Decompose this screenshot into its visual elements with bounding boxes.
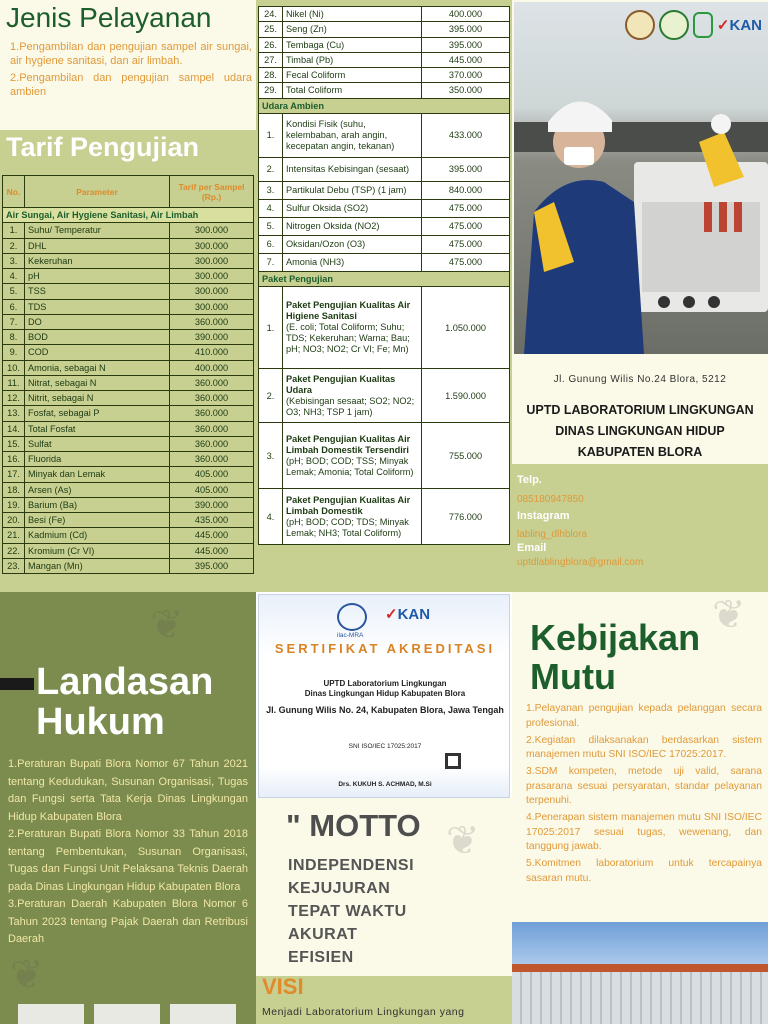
row-price: 300.000 [170,269,254,284]
row-number: 16. [3,452,25,467]
address: Jl. Gunung Wilis No.24 Blora, 5212 [553,374,727,385]
panel-kebijakan [512,592,768,1024]
table-row [3,269,254,284]
thumbnail [94,1004,160,1024]
landasan-item: 1.Peraturan Bupati Blora Nomor 67 Tahun 2021 tentang Kedudukan, Susunan Organisasi, Tugas dan Fungsi serta Tata Kerja Dinas Lingkungan Hidup Kabupaten Blora [8,758,248,823]
row-parameter: Intensitas Kebisingan (sesaat) [283,157,422,181]
tarif-table [2,175,254,574]
row-number: 11. [3,375,25,390]
row-parameter: Besi (Fe) [25,513,170,528]
kebijakan-item: 3.SDM kompeten, metode uji valid, sarana prasarana sesuai persyaratan, standar pelayanan terpenuhi. [526,766,762,806]
row-number: 8. [3,330,25,345]
row-number: 1. [259,287,283,369]
motto-item: AKURAT [288,926,358,943]
table-row [3,299,254,314]
visi-text: Menjadi Laboratorium Lingkungan yang [262,1006,465,1018]
contact-box [512,464,768,592]
jenis-list [10,40,252,102]
row-number: 6. [259,235,283,253]
row-price: 360.000 [170,436,254,451]
table-row [259,113,510,157]
kebijakan-list [526,702,762,889]
row-parameter: Timbal (Pb) [283,52,422,67]
table-row [3,345,254,360]
kebijakan-item: 2.Kegiatan dilaksanakan berdasarkan sistem manajemen mutu SNI ISO/IEC 17025:2017. [526,734,762,760]
kebijakan-item: 4.Penerapan sistem manajemen mutu SNI ISO/IEC 17025:2017 sesuai tugas, wewenang, dan tanggung jawab. [526,812,762,852]
table-row [259,217,510,235]
table-row [3,360,254,375]
table-row [3,406,254,421]
row-parameter: Amonia, sebagai N [25,360,170,375]
package-row [259,489,510,545]
row-parameter: Kekeruhan [25,253,170,268]
row-price: 433.000 [422,113,510,157]
row-price: 360.000 [170,375,254,390]
package-detail: (pH; BOD; COD; TDS; Minyak Lemak; NH3; Total Coliform) [286,516,409,538]
landasan-list [8,756,248,949]
table-row [259,199,510,217]
row-price: 300.000 [170,223,254,238]
table-row [3,543,254,558]
table-row [259,52,510,67]
section-air: Air Sungai, Air Hygiene Sanitasi, Air Limbah [3,208,254,223]
row-price: 475.000 [422,253,510,271]
blora-logo [625,10,655,40]
row-parameter: Total Coliform [283,83,422,98]
email-label: Email [517,542,547,554]
motto-item: KEJUJURAN [288,880,391,897]
row-price: 395.000 [422,37,510,52]
row-number: 5. [259,217,283,235]
row-number: 29. [259,83,283,98]
instagram-value[interactable]: labling_dlhblora [517,529,588,540]
motto-section [256,798,512,984]
package-desc [283,489,422,545]
row-number: 28. [259,68,283,83]
row-number: 14. [3,421,25,436]
table-row [3,467,254,482]
logo-row [625,10,762,40]
motto-item: EFISIEN [288,949,354,966]
cert-dept: Dinas Lingkungan Hidup Kabupaten Blora [304,689,466,698]
row-number: 10. [3,360,25,375]
row-parameter: Nitrit, sebagai N [25,391,170,406]
row-parameter: Seng (Zn) [283,22,422,37]
building-roof [512,964,768,972]
tarif-table-2 [258,6,510,545]
row-parameter: TDS [25,299,170,314]
row-parameter: Fecal Coliform [283,68,422,83]
row-parameter: pH [25,269,170,284]
motto-item: INDEPENDENSI [288,857,415,874]
row-number: 3. [259,423,283,489]
row-parameter: Nitrogen Oksida (NO2) [283,217,422,235]
table-row [3,375,254,390]
row-number: 17. [3,467,25,482]
row-number: 21. [3,528,25,543]
table-row [3,436,254,451]
tarif-title: Tarif Pengujian [6,132,200,162]
row-number: 3. [259,181,283,199]
table-row [3,558,254,573]
package-name: Paket Pengujian Kualitas Udara [286,373,396,395]
leaf-decoration-icon: ❦ [446,819,480,863]
row-number: 19. [3,497,25,512]
col-price: Tarif per Sampel (Rp.) [170,176,254,208]
section-paket: Paket Pengujian [259,271,510,286]
table-row [3,513,254,528]
qr-code [445,753,461,769]
motto-list [288,854,414,969]
row-parameter: Mangan (Mn) [25,558,170,573]
row-price: 300.000 [170,284,254,299]
col-param: Parameter [25,176,170,208]
row-price: 360.000 [170,406,254,421]
row-number: 1. [3,223,25,238]
row-parameter: Oksidan/Ozon (O3) [283,235,422,253]
table-row [3,421,254,436]
row-price: 405.000 [170,467,254,482]
visi-section [256,976,512,1024]
ilac-logo-text: ilac-MRA [337,632,364,639]
table-row [3,330,254,345]
row-price: 300.000 [170,238,254,253]
row-price: 395.000 [170,558,254,573]
row-number: 26. [259,37,283,52]
table-row [3,482,254,497]
table-row [259,83,510,98]
row-price: 445.000 [170,543,254,558]
row-price: 1.590.000 [422,369,510,423]
landasan-item: 3.Peraturan Daerah Kabupaten Blora Nomor 6 Tahun 2023 tentang Pajak Daerah dan Retribusi Daerah [8,898,248,945]
cert-title: SERTIFIKAT AKREDITASI [274,641,496,656]
motto-item: TEPAT WAKTU [288,903,407,920]
table-row [3,223,254,238]
jenis-title: Jenis Pelayanan [6,2,212,33]
row-price: 370.000 [422,68,510,83]
row-price: 300.000 [170,253,254,268]
row-price: 300.000 [170,299,254,314]
table-row [3,497,254,512]
package-desc [283,287,422,369]
table-row [259,157,510,181]
panel-cert-motto [256,592,512,1024]
table-row [3,238,254,253]
row-parameter: Kondisi Fisik (suhu, kelembaban, arah angin, kecepatan angin, tekanan) [283,113,422,157]
kebijakan-item: 5.Komitmen laboratorium untuk tercapainya sasaran mutu. [526,858,762,884]
row-price: 475.000 [422,235,510,253]
row-number: 4. [3,269,25,284]
row-parameter: Sulfat [25,436,170,451]
row-price: 755.000 [422,423,510,489]
building-wall [512,972,768,1024]
email-value[interactable]: uptdlablingblora@gmail.com [517,557,644,568]
landasan-title: Landasan Hukum [36,661,214,743]
row-price: 390.000 [170,497,254,512]
row-number: 4. [259,199,283,217]
panel-tarif-cont [256,0,512,592]
row-parameter: Fosfat, sebagai P [25,406,170,421]
row-price: 475.000 [422,217,510,235]
panel-contact [512,0,768,592]
row-number: 9. [3,345,25,360]
row-parameter: Kadmium (Cd) [25,528,170,543]
row-number: 3. [3,253,25,268]
leaf-decoration-icon: ❦ [712,593,746,637]
row-price: 475.000 [422,199,510,217]
row-number: 7. [259,253,283,271]
row-parameter: Amonia (NH3) [283,253,422,271]
row-price: 395.000 [422,22,510,37]
row-parameter: COD [25,345,170,360]
row-price: 360.000 [170,421,254,436]
row-number: 2. [259,157,283,181]
jenis-item: 2.Pengambilan dan pengujian sampel udara ambien [10,72,252,98]
package-desc [283,369,422,423]
panel-landasan [0,592,256,1024]
table-row [259,7,510,22]
row-number: 2. [3,238,25,253]
kan-logo: ✓KAN [716,17,762,34]
panel-jenis-tarif [0,0,256,592]
table-row [3,284,254,299]
row-number: 20. [3,513,25,528]
row-parameter: Partikulat Debu (TSP) (1 jam) [283,181,422,199]
building-photo [512,922,768,1024]
jenis-item: 1.Pengambilan dan pengujian sampel air sungai, air hygiene sanitasi, dan air limbah. [10,41,252,67]
package-detail: (E. coli; Total Coliform; Suhu; TDS; Kekeruhan; Warna; Bau; pH; NO3; NO2; Cr VI; Fe; Mn) [286,322,410,354]
row-price: 360.000 [170,391,254,406]
row-parameter: DO [25,314,170,329]
row-parameter: Kromium (Cr VI) [25,543,170,558]
leaf-decoration-icon: ❦ [150,603,184,647]
row-parameter: DHL [25,238,170,253]
row-price: 445.000 [422,52,510,67]
table-row [259,22,510,37]
kebijakan-title: Kebijakan Mutu [530,617,701,697]
ilac-logo [337,603,367,631]
row-price: 435.000 [170,513,254,528]
thumbnail [170,1004,236,1024]
row-parameter: Nitrat, sebagai N [25,375,170,390]
row-parameter: Suhu/ Temperatur [25,223,170,238]
section-udara: Udara Ambien [259,98,510,113]
table-row [259,235,510,253]
table-row [3,452,254,467]
row-number: 18. [3,482,25,497]
row-parameter: Nikel (Ni) [283,7,422,22]
visi-title: VISI [262,974,304,999]
certificate [258,594,510,798]
jenis-box [0,0,256,130]
row-parameter: BOD [25,330,170,345]
row-number: 25. [259,22,283,37]
row-number: 12. [3,391,25,406]
package-name: Paket Pengujian Kualitas Air Higiene Sanitasi [286,300,411,321]
table-row [3,314,254,329]
table-row [3,528,254,543]
row-number: 6. [3,299,25,314]
col-no: No. [3,176,25,208]
cert-standard: SNI ISO/IEC 17025:2017 [348,743,422,750]
instagram-label: Instagram [517,510,570,522]
row-number: 27. [259,52,283,67]
motto-title: " MOTTO [286,808,421,843]
cert-signer: Drs. KUKUH S. ACHMAD, M.Si [338,781,432,788]
package-row [259,423,510,489]
row-number: 2. [259,369,283,423]
row-parameter: Tembaga (Cu) [283,37,422,52]
row-price: 395.000 [422,157,510,181]
thumbnail [18,1004,84,1024]
lab-photo-illustration [514,2,768,354]
row-price: 360.000 [170,314,254,329]
package-name: Paket Pengujian Kualitas Air Limbah Domestik Tersendiri [286,433,411,455]
row-number: 7. [3,314,25,329]
row-number: 24. [259,7,283,22]
row-price: 400.000 [170,360,254,375]
package-name: Paket Pengujian Kualitas Air Limbah Domestik [286,494,411,516]
row-number: 22. [3,543,25,558]
table-row [3,253,254,268]
package-detail: (Kebisingan sesaat; SO2; NO2; O3; NH3; TSP 1 jam) [286,395,415,417]
row-price: 400.000 [422,7,510,22]
row-number: 4. [259,489,283,545]
landasan-item: 2.Peraturan Bupati Blora Nomor 33 Tahun 2018 tentang Pembentukan, Susunan Organisasi, Tugas dan Fungsi Unit Pelaksana Teknis Daerah pada Dinas Lingkungan Hidup Kabupaten Blora [8,828,248,893]
title-bar [0,678,34,690]
row-price: 410.000 [170,345,254,360]
row-price: 360.000 [170,452,254,467]
row-parameter: TSS [25,284,170,299]
thumbnail-row [18,1004,236,1024]
row-parameter: Minyak dan Lemak [25,467,170,482]
row-price: 350.000 [422,83,510,98]
row-number: 1. [259,113,283,157]
telp-label: Telp. [517,474,542,486]
row-price: 776.000 [422,489,510,545]
row-number: 15. [3,436,25,451]
row-price: 445.000 [170,528,254,543]
row-price: 405.000 [170,482,254,497]
row-parameter: Total Fosfat [25,421,170,436]
row-number: 13. [3,406,25,421]
lab-logo [693,12,713,38]
package-row [259,369,510,423]
row-price: 1.050.000 [422,287,510,369]
row-parameter: Barium (Ba) [25,497,170,512]
package-row [259,287,510,369]
table-row [3,391,254,406]
row-parameter: Fluorida [25,452,170,467]
row-number: 5. [3,284,25,299]
table-row [259,37,510,52]
row-number: 23. [3,558,25,573]
table-row [259,253,510,271]
cert-lab: UPTD Laboratorium Lingkungan [323,679,447,688]
package-desc [283,423,422,489]
dlh-logo [659,10,689,40]
row-price: 840.000 [422,181,510,199]
org-name: UPTD LABORATORIUM LINGKUNGAN DINAS LINGKUNGAN HIDUP KABUPATEN BLORA [526,403,754,459]
leaf-decoration-icon: ❦ [10,953,44,997]
row-price: 390.000 [170,330,254,345]
kebijakan-item: 1.Pelayanan pengujian kepada pelanggan secara profesional. [526,703,762,729]
cert-address: Jl. Gunung Wilis No. 24, Kabupaten Blora, Jawa Tengah [266,705,504,715]
table-row [259,181,510,199]
row-parameter: Arsen (As) [25,482,170,497]
table-row [259,68,510,83]
package-detail: (pH; BOD; COD; TSS; Minyak Lemak; Amonia; Total Coliform) [286,455,414,477]
lab-photo [514,2,768,354]
telp-value[interactable]: 085180947850 [517,494,584,505]
kan-logo: ✓KAN [385,606,431,623]
row-parameter: Sulfur Oksida (SO2) [283,199,422,217]
